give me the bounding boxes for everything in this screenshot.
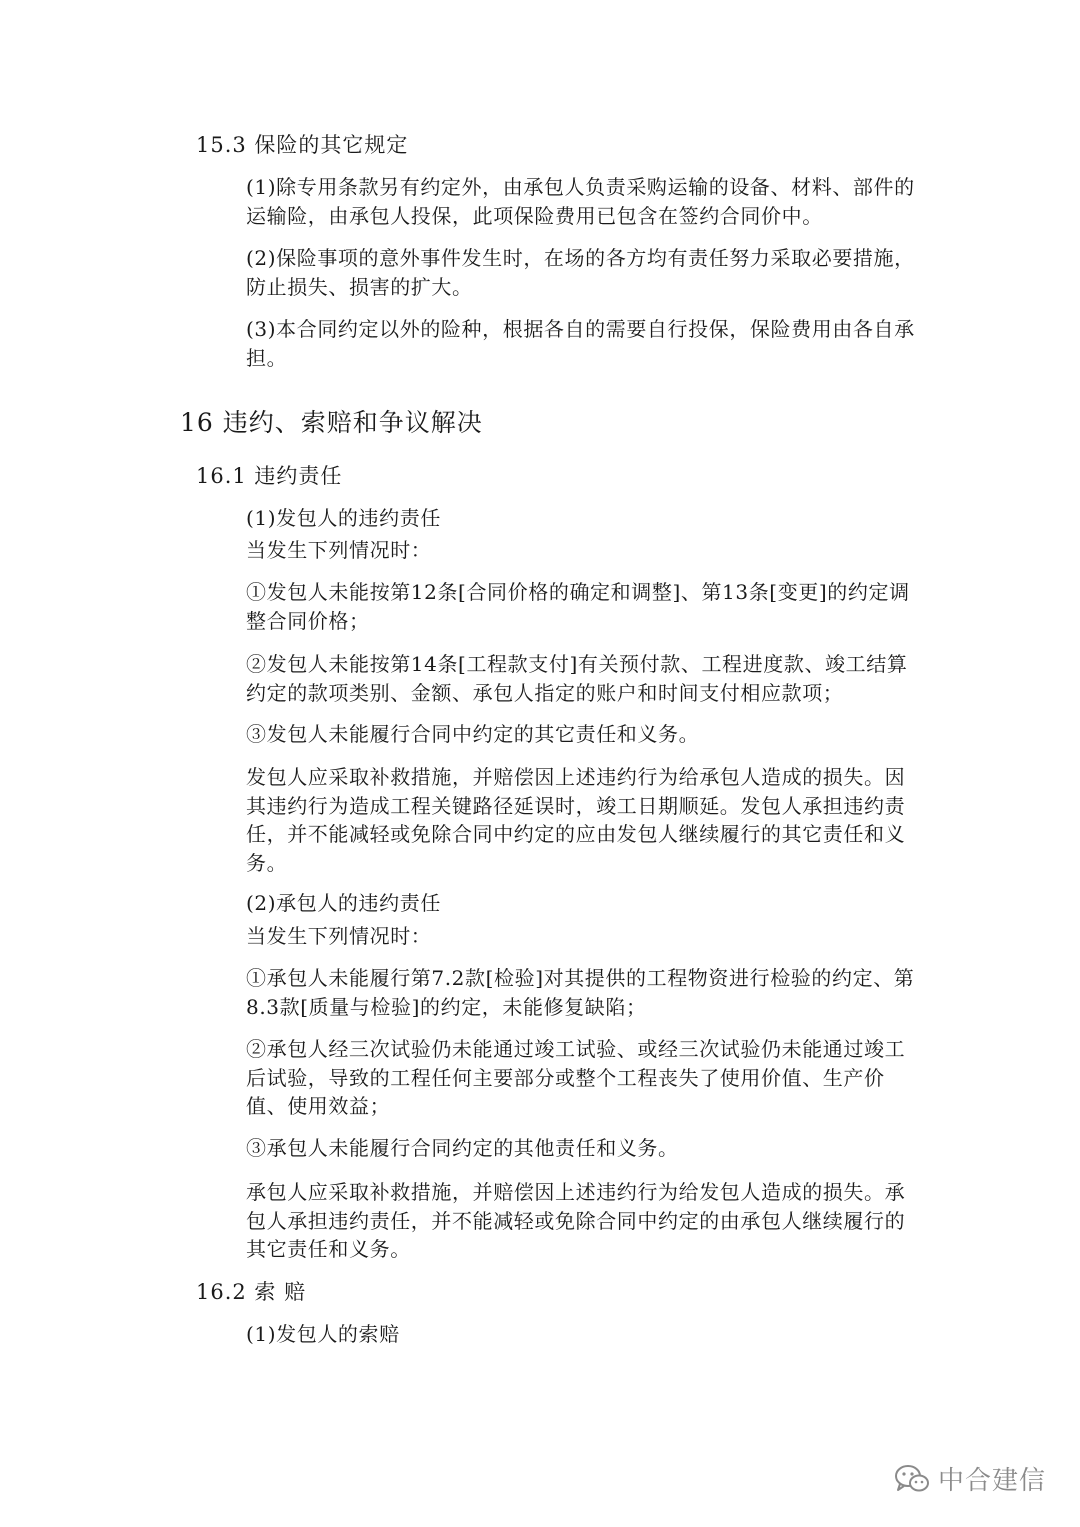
employer-breach-item-1: ①发包人未能按第12条[合同价格的确定和调整]、第13条[变更]的约定调整合同价格； [246, 580, 910, 633]
employer-breach-item-3: ③发包人未能履行合同中约定的其它责任和义务。 [246, 722, 700, 746]
contractor-breach-item-2: ②承包人经三次试验仍未能通过竣工试验、或经三次试验仍未能通过竣工后试验，导致的工程任何主要部分或整个工程丧失了使用价值、生产价值、使用效益； [246, 1037, 906, 1118]
contractor-breach-title: (2)承包人的违约责任 [246, 891, 441, 915]
employer-breach-intro: 当发生下列情况时： [246, 538, 432, 562]
watermark-text: 中合建信 [937, 1466, 1046, 1496]
section-16-2-heading: 16.2 索 赔 [196, 1280, 307, 1304]
contractor-breach-conclusion: 承包人应采取补救措施，并赔偿因上述违约行为给发包人造成的损失。承包人承担违约责任，并不能减轻或免除合同中约定的由承包人继续履行的其它责任和义务。 [246, 1180, 906, 1261]
section-15-3-item-1: (1)除专用条款另有约定外，由承包人负责采购运输的设备、材料、部件的运输险，由承包人投保，此项保险费用已包含在签约合同价中。 [246, 175, 915, 228]
employer-claim-title: (1)发包人的索赔 [246, 1322, 400, 1346]
employer-breach-title: (1)发包人的违约责任 [246, 506, 441, 530]
section-15-3-heading: 15.3 保险的其它规定 [196, 133, 409, 157]
section-16-heading: 16 违约、索赔和争议解决 [180, 408, 483, 437]
wechat-icon [894, 1464, 930, 1494]
watermark [894, 1460, 1046, 1497]
section-15-3-item-2: (2)保险事项的意外事件发生时，在场的各方均有责任努力采取必要措施，防止损失、损害的扩大。 [246, 246, 915, 299]
employer-breach-conclusion: 发包人应采取补救措施，并赔偿因上述违约行为给承包人造成的损失。因其违约行为造成工程关键路径延误时，竣工日期顺延。发包人承担违约责任，并不能减轻或免除合同中约定的应由发包人继续履行的其它责任和义务。 [246, 765, 906, 875]
section-15-3-item-3: (3)本合同约定以外的险种，根据各自的需要自行投保，保险费用由各自承担。 [246, 317, 915, 370]
contractor-breach-intro: 当发生下列情况时： [246, 924, 432, 948]
contractor-breach-item-3: ③承包人未能履行合同约定的其他责任和义务。 [246, 1136, 679, 1160]
employer-breach-item-2: ②发包人未能按第14条[工程款支付]有关预付款、工程进度款、竣工结算约定的款项类别、金额、承包人指定的账户和时间支付相应款项； [246, 652, 908, 705]
section-16-1-heading: 16.1 违约责任 [196, 464, 343, 488]
contractor-breach-item-1: ①承包人未能履行第7.2款[检验]对其提供的工程物资进行检验的约定、第8.3款[质量与检验]的约定，未能修复缺陷； [246, 966, 915, 1019]
